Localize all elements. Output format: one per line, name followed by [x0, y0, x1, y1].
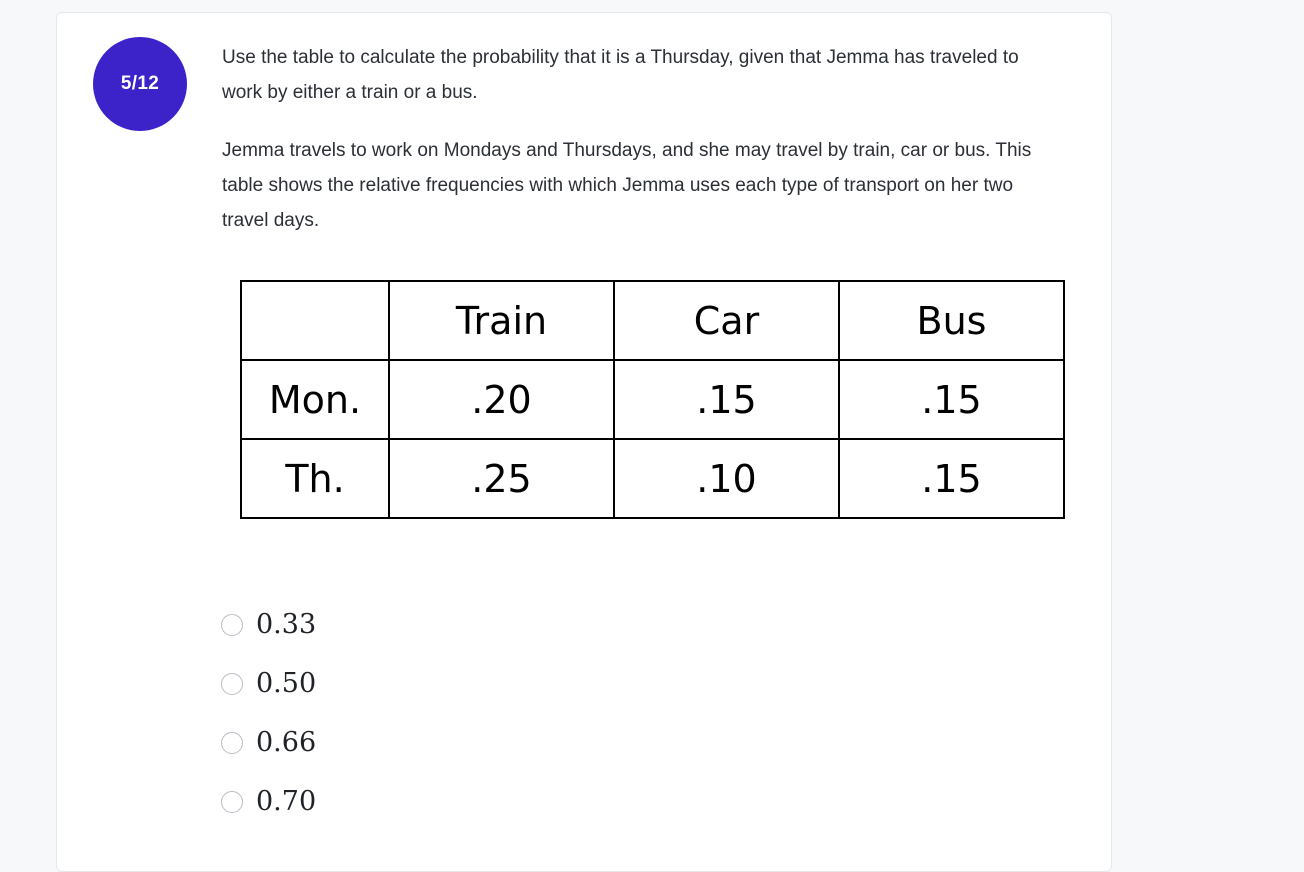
answer-option[interactable]: [221, 595, 316, 654]
answer-option-label[interactable]: 0.66: [256, 727, 317, 758]
table-header-cell: Bus: [839, 281, 1064, 360]
answer-option-label[interactable]: 0.50: [256, 668, 317, 699]
relative-frequency-table: [240, 280, 1065, 519]
answer-option[interactable]: [221, 772, 316, 831]
table-cell: .15: [839, 360, 1064, 439]
answer-option-label[interactable]: 0.70: [256, 786, 317, 817]
table-row-label: Th.: [241, 439, 389, 518]
question-counter-badge: [93, 37, 187, 131]
table-header-cell: [241, 281, 389, 360]
table-header-cell: Train: [389, 281, 614, 360]
radio-button[interactable]: [221, 614, 243, 636]
radio-button[interactable]: [221, 732, 243, 754]
answer-options: [221, 595, 316, 831]
question-prompt: Use the table to calculate the probability that it is a Thursday, given that Jemma has traveled to work by either a train or a bus.: [222, 47, 1019, 103]
table-header-cell: Car: [614, 281, 839, 360]
table-header-row: [241, 281, 1064, 360]
answer-option[interactable]: [221, 713, 316, 772]
table-cell: .15: [614, 360, 839, 439]
table-cell: .25: [389, 439, 614, 518]
table-cell: .10: [614, 439, 839, 518]
table-cell: .20: [389, 360, 614, 439]
table-row: [241, 360, 1064, 439]
table-row: [241, 439, 1064, 518]
table-row-label: Mon.: [241, 360, 389, 439]
question-context: Jemma travels to work on Mondays and Thursdays, and she may travel by train, car or bus. This table shows the relative frequencies with which Jemma uses each type of transport on her two travel days.: [222, 140, 1032, 231]
question-counter: 5/12: [120, 73, 160, 94]
answer-option-label[interactable]: 0.33: [256, 609, 317, 640]
question-text: [222, 40, 1062, 238]
radio-button[interactable]: [221, 791, 243, 813]
table-cell: .15: [839, 439, 1064, 518]
radio-button[interactable]: [221, 673, 243, 695]
question-card: [56, 12, 1112, 872]
answer-option[interactable]: [221, 654, 316, 713]
